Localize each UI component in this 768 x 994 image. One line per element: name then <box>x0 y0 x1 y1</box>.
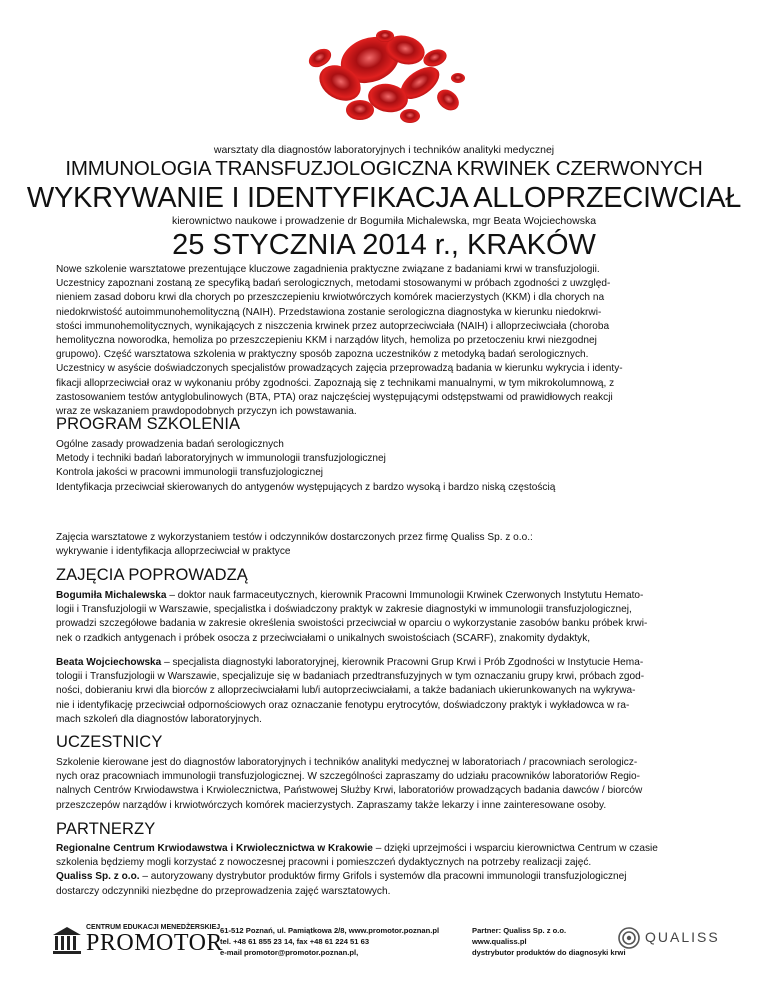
promotor-logo-tagline: CENTRUM EDUKACJI MENEDŻERSKIEJ <box>86 924 221 931</box>
partner-contact <box>472 925 626 958</box>
participants-line: Szkolenie kierowane jest do diagnostów laboratoryjnych i techników analityki medycznej w laboratoriach / pracowniach serologicz- <box>56 757 638 768</box>
intro-line: nieniem zasad doboru krwi dla chorych po przeszczepieniu krwiotwórczych komórek macierzystych (KKM) i dla chorych na <box>56 292 605 304</box>
participants-line: przeszczepów narządów i krwiotwórczych komórek macierzystych. Zapraszamy także lekarzy i inne zainteresowane osoby. <box>56 799 607 811</box>
program-note <box>56 531 713 559</box>
bio-text: nek o rzadkich antygenach i próbek osocza z przeciwciałami o unikalnych swoistościach (SCARF), znakomity dydaktyk, <box>56 632 591 644</box>
red-blood-cells-illustration <box>300 28 470 126</box>
intro-line: Nowe szkolenie warsztatowe prezentujące kluczowe zagadnienia praktyczne związane z badaniami krwi w transfuzjologii. <box>56 264 600 275</box>
bio-text: logii i Transfuzjologii w Warszawie, specjalistka i doświadczony praktyk w zakresie diagnostyki w immunologii transfuzjologicznej, <box>56 604 632 616</box>
scientific-lead: kierownictwo naukowe i prowadzenie dr Bogumiła Michalewska, mgr Beata Wojciechowska <box>171 215 597 227</box>
building-columns-icon <box>52 926 82 956</box>
instructor-name: Bogumiła Michalewska <box>56 590 167 601</box>
bio-text: – specjalista diagnostyki laboratoryjnej, kierownik Pracowni Grup Krwi i Prób Zgodności w Instytucie Hema- <box>161 657 644 668</box>
event-date-location: 25 STYCZNIA 2014 r., KRAKÓW <box>172 229 596 261</box>
qualiss-logo <box>617 926 720 950</box>
partners-paragraph <box>56 842 713 899</box>
partner-name: Regionalne Centrum Krwiodawstwa i Krwiolecznictwa w Krakowie <box>56 843 373 854</box>
bio-text: tologii i Transfuzjologii w Warszawie, specjalizuje się w badaniach przedtransfuzyjnych w tym oznaczaniu grupy krwi, próbach zgod- <box>56 671 645 683</box>
promotor-logo <box>52 922 223 956</box>
program-list <box>56 438 713 495</box>
contact-line: 61-512 Poznań, ul. Pamiątkowa 2/8, www.promotor.poznan.pl <box>220 926 440 935</box>
instructor-bio-1 <box>56 589 713 646</box>
section-heading-instructors: ZAJĘCIA POPROWADZĄ <box>56 566 248 584</box>
qualiss-spiral-icon <box>617 926 641 950</box>
intro-line: Uczestnicy zapoznani zostaną ze specyfiką badań serologicznych, metodami stosowanymi w próbach zgodności z uwzględ- <box>56 278 611 290</box>
intro-line: Uczestnicy w asyście doświadczonych specjalistów prowadzących zajęcia przeprowadzą badania w kierunku wykrycia i identy- <box>56 363 623 375</box>
section-heading-participants: UCZESTNICY <box>56 733 163 751</box>
intro-line: stości immunohemolitycznych, wynikających z niszczenia krwinek przez autoprzeciwciała (NAIH) i alloprzeciwciała (choroba <box>56 320 610 332</box>
program-item: Kontrola jakości w pracowni immunologii transfuzjologicznej <box>56 467 324 479</box>
event-subtitle: warsztaty dla diagnostów laboratoryjnych i techników analityki medycznej <box>213 144 555 156</box>
partner-text: dostarczy odczynniki niezbędne do przeprowadzenia zajęć warsztatowych. <box>56 885 391 897</box>
event-title-main: IMMUNOLOGIA TRANSFUZJOLOGICZNA KRWINEK CZERWONYCH <box>65 157 703 180</box>
qualiss-logo-text: QUALISS <box>645 929 720 945</box>
contact-line: www.qualiss.pl <box>472 937 527 946</box>
partner-text: szkolenia będziemy mogli korzystać z nowoczesnej pracowni i pomieszczeń dydaktycznych na potrzeby realizacji zajęć. <box>56 857 592 869</box>
partner-text: – autoryzowany dystrybutor produktów firmy Grifols i systemów dla pracowni immunologii transfuzjologicznej <box>139 871 627 883</box>
instructor-name: Beata Wojciechowska <box>56 657 162 668</box>
intro-line: hemolityczna noworodka, hemoliza po przeszczepieniu KKM i narządów litych, hemoliza po przetoczeniu krwi niezgodnej <box>56 335 597 347</box>
bio-text: nie i identyfikację przeciwciał odpornościowych oraz oznaczanie fenotypu erytrocytów, doświadczony praktyk i wykładowca w ra- <box>56 699 630 711</box>
event-title-topic: WYKRYWANIE I IDENTYFIKACJA ALLOPRZECIWCIAŁ <box>26 182 742 214</box>
bio-text: ności, dobieraniu krwi dla biorców z alloprzeciwciałami lub/i autoprzeciwciałami, a także badaniach ukierunkowanych na wykrywa- <box>56 685 636 697</box>
promotor-contact <box>220 925 439 958</box>
bio-text: prowadzi szczegółowe badania w zakresie określenia swoistości przeciwciał w oparciu o wykorzystanie zasobów banku próbek krwi- <box>56 618 648 630</box>
promotor-logo-name: PROMOTOR <box>86 930 223 956</box>
footer <box>0 920 768 980</box>
bio-text: – doktor nauk farmaceutycznych, kierownik Pracowni Immunologii Krwinek Czerwonych Instytutu Hemato- <box>166 590 644 601</box>
intro-line: fikacji alloprzeciwciał oraz w wykonaniu próby zgodności. Zapoznają się z technikami manualnymi, w tym mikrokolumnową, z <box>56 377 615 389</box>
participants-line: nalnych Centrów Krwiodawstwa i Krwiolecznictwa, Państwowej Służby Krwi, laboratoriów prowadzących badania dawców / biorców <box>56 785 643 797</box>
program-note-line: wykrywanie i identyfikacja alloprzeciwciał w praktyce <box>56 546 291 558</box>
partner-name: Qualiss Sp. z o.o. <box>56 871 140 883</box>
contact-line: Partner: Qualiss Sp. z o.o. <box>472 926 567 935</box>
contact-line: e-mail promotor@promotor.poznan.pl, <box>220 948 359 957</box>
intro-paragraph <box>56 263 713 419</box>
participants-line: nych oraz pracowniach immunologii transfuzjologicznej. W szczególności zapraszamy do udziału pracowników laboratoriów Regio- <box>56 771 641 783</box>
partner-text: – dzięki uprzejmości i wsparciu kierownictwa Centrum w czasie <box>372 843 658 854</box>
intro-line: niedokrwistość autoimmunohemolityczną (NAIH). Przedstawiona zostanie serologiczna diagnostyka w kierunku niedokrwi- <box>56 306 602 318</box>
contact-line: tel. +48 61 855 23 14, fax +48 61 224 51 63 <box>220 937 370 946</box>
contact-line: dystrybutor produktów do diagnosyki krwi <box>472 948 626 957</box>
section-heading-partners: PARTNERZY <box>56 820 156 838</box>
intro-line: wraz ze wskazaniem prawdopodobnych przyczyn ich powstawania. <box>56 406 357 418</box>
program-item: Identyfikacja przeciwciał skierowanych do antygenów występujących z bardzo wysoką i bardzo niską częstością <box>56 481 556 493</box>
program-item: Ogólne zasady prowadzenia badań serologicznych <box>56 439 284 450</box>
program-item: Metody i techniki badań laboratoryjnych w immunologii transfuzjologicznej <box>56 453 386 465</box>
participants-paragraph <box>56 756 713 813</box>
intro-line: zastosowaniem testów antyglobulinowych (BTA, PTA) oraz najczęściej występującymi odstępstwami od prawidłowych reakcji <box>56 391 613 403</box>
section-heading-program: PROGRAM SZKOLENIA <box>56 415 241 433</box>
bio-text: mach szkoleń dla diagnostów laboratoryjnych. <box>56 713 262 725</box>
intro-line: grupowo). Część warsztatowa szkolenia w praktyczny sposób zapozna uczestników z metodyką badań serologicznych. <box>56 349 589 361</box>
program-note-line: Zajęcia warsztatowe z wykorzystaniem testów i odczynników dostarczonych przez firmę Qualiss Sp. z o.o.: <box>56 532 533 543</box>
instructor-bio-2 <box>56 656 713 727</box>
